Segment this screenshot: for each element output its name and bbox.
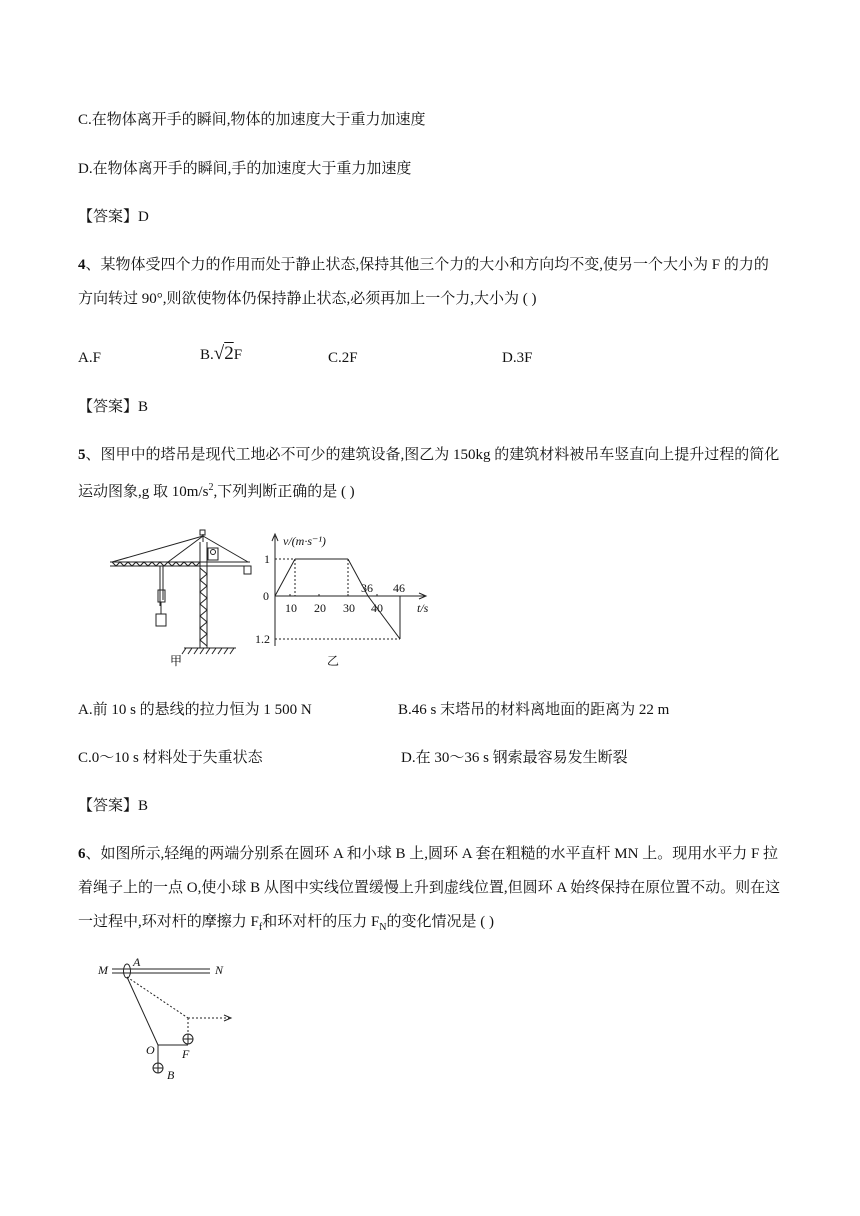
q4-text: 某物体受四个力的作用而处于静止状态,保持其他三个力的大小和方向均不变,使另一个大小为 F 的力的 xyxy=(100,257,769,273)
label-n: N xyxy=(215,963,224,977)
q6-text-b: 和环对杆的压力 F xyxy=(262,914,380,930)
figure-label-jia: 甲 xyxy=(170,654,183,668)
sqrt-sign: √ xyxy=(213,343,225,364)
option-suffix: F xyxy=(233,347,243,363)
question-number: 6 xyxy=(78,846,86,862)
label-f: F xyxy=(182,1047,190,1061)
question-separator: 、 xyxy=(85,846,101,862)
label-m: M xyxy=(98,963,108,977)
graph-label-46: 46 xyxy=(393,581,405,595)
q5-option-b: B.46 s 末塔吊的材料离地面的距离为 22 m xyxy=(398,702,670,718)
subscript-f: f xyxy=(258,922,263,933)
q5-stem-line2 xyxy=(78,478,355,502)
subscript-n: N xyxy=(379,922,387,933)
answer-value: B xyxy=(138,399,149,415)
answer-label: 【答案】 xyxy=(78,209,139,225)
q6-text: 如图所示,轻绳的两端分别系在圆环 A 和小球 B 上,圆环 A 套在粗糙的水平直杆 MN 上。现用水平力 F 拉 xyxy=(100,846,779,862)
q4-option-a: A.F xyxy=(78,350,101,366)
q4-stem-line1 xyxy=(78,255,769,275)
ring-rope-figure xyxy=(96,955,246,1085)
q5-option-d: D.在 30～36 s 钢索最容易发生断裂 xyxy=(401,750,628,766)
superscript: 2 xyxy=(208,482,214,493)
question-separator: 、 xyxy=(85,257,101,273)
answer-label: 【答案】 xyxy=(78,399,139,415)
graph-tick-20: 20 xyxy=(314,601,326,615)
q6-stem-line3 xyxy=(78,912,494,938)
label-b: B xyxy=(167,1068,175,1082)
q3-option-d: D.在物体离开手的瞬间,手的加速度大于重力加速度 xyxy=(78,161,412,177)
sqrt-radicand: 2 xyxy=(224,343,234,364)
graph-ylabel: v/(m·s⁻¹) xyxy=(283,534,326,548)
q5-text: 图甲中的塔吊是现代工地必不可少的建筑设备,图乙为 150kg 的建筑材料被吊车竖直向上提升过程的简化 xyxy=(100,447,780,463)
graph-tick-40: 40 xyxy=(371,601,383,615)
q6-stem-line1 xyxy=(78,844,778,864)
velocity-time-graph xyxy=(255,528,445,668)
q5-answer xyxy=(78,796,148,816)
label-a: A xyxy=(133,955,141,969)
q6-stem-line2: 着绳子上的一点 O,使小球 B 从图中实线位置缓慢上升到虚线位置,但圆环 A 始终保持在原位置不动。则在这 xyxy=(78,880,781,896)
label-o: O xyxy=(146,1043,155,1057)
graph-tick-30: 30 xyxy=(343,601,355,615)
q4-option-c: C.2F xyxy=(328,350,358,366)
figure-label-yi: 乙 xyxy=(327,654,340,668)
q4-option-b xyxy=(200,344,242,365)
q3-answer xyxy=(78,207,149,227)
q5-option-c: C.0～10 s 材料处于失重状态 xyxy=(78,750,263,766)
q4-option-d: D.3F xyxy=(502,350,533,366)
graph-label-neg: 1.2 xyxy=(255,632,270,646)
question-number: 4 xyxy=(78,257,86,273)
graph-xlabel: t/s xyxy=(417,601,429,615)
q6-text-a: 一过程中,环对杆的摩擦力 F xyxy=(78,914,259,930)
q5-text-b: ,下列判断正确的是 ( ) xyxy=(213,484,355,500)
q5-text-a: 运动图象,g 取 10m/s xyxy=(78,484,209,500)
graph-label-1: 1 xyxy=(264,552,270,566)
graph-label-36: 36 xyxy=(361,581,373,595)
q4-answer xyxy=(78,397,148,417)
answer-value: B xyxy=(138,798,149,814)
graph-label-0: 0 xyxy=(263,589,269,603)
q3-option-c: C.在物体离开手的瞬间,物体的加速度大于重力加速度 xyxy=(78,112,426,128)
q4-stem-line2: 方向转过 90°,则欲使物体仍保持静止状态,必须再加上一个力,大小为 ( ) xyxy=(78,291,537,307)
question-separator: 、 xyxy=(85,447,101,463)
q6-text-c: 的变化情况是 ( ) xyxy=(386,914,495,930)
option-prefix: B. xyxy=(200,347,214,363)
answer-label: 【答案】 xyxy=(78,798,139,814)
question-number: 5 xyxy=(78,447,86,463)
answer-value: D xyxy=(138,209,149,225)
graph-tick-10: 10 xyxy=(285,601,297,615)
tower-crane-figure xyxy=(108,528,256,668)
q5-option-a: A.前 10 s 的悬线的拉力恒为 1 500 N xyxy=(78,702,312,718)
q5-stem-line1 xyxy=(78,445,779,465)
